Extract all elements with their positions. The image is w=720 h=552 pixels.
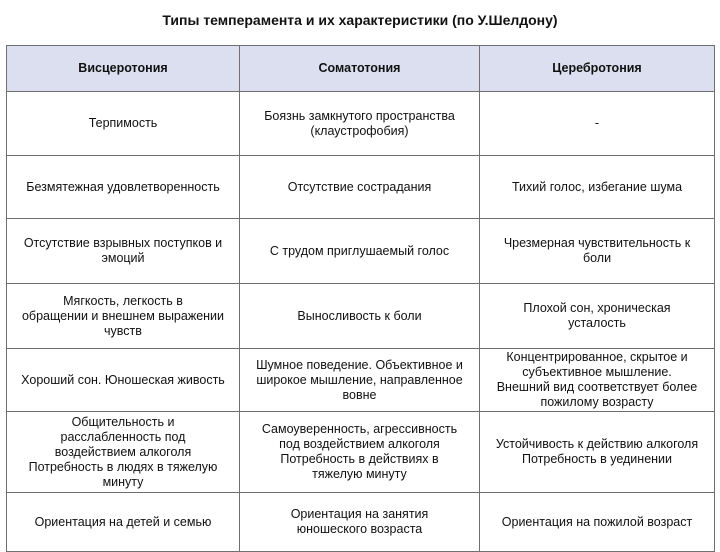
temperament-table [6,45,715,552]
table-cell: Отсутствие взрывных поступков и эмоций [7,219,240,284]
table-cell: - [480,92,715,156]
table-cell: Самоуверенность, агрессивность под воздействием алкоголя Потребность в действиях в тяжелую минуту [240,412,480,493]
table-cell: Чрезмерная чувствительность к боли [480,219,715,284]
table-header-row [7,46,715,92]
table-row [7,219,715,284]
header-cell: Висцеротония [7,46,240,92]
table-cell: Плохой сон, хроническая усталость [480,284,715,349]
table-cell: Тихий голос, избегание шума [480,156,715,219]
table-row [7,92,715,156]
table-cell: Хороший сон. Юношеская живость [7,349,240,412]
table-cell: Мягкость, легкость в обращении и внешнем выражении чувств [7,284,240,349]
page-title: Типы темперамента и их характеристики (по У.Шелдону) [162,12,558,28]
table-row [7,156,715,219]
table-row [7,284,715,349]
table-cell: С трудом приглушаемый голос [240,219,480,284]
table-cell: Концентрированное, скрытое и субъективное мышление. Внешний вид соответствует более пожилому возрасту [480,349,715,412]
table-cell: Безмятежная удовлетворенность [7,156,240,219]
header-cell: Церебротония [480,46,715,92]
table-row [7,412,715,493]
table-cell: Выносливость к боли [240,284,480,349]
header-cell: Соматотония [240,46,480,92]
table-cell: Устойчивость к действию алкоголя Потребность в уединении [480,412,715,493]
table-cell: Отсутствие сострадания [240,156,480,219]
table-cell: Общительность и расслабленность под воздействием алкоголя Потребность в людях в тяжелую минуту [7,412,240,493]
table-cell: Шумное поведение. Объективное и широкое мышление, направленное вовне [240,349,480,412]
table-cell: Терпимость [7,92,240,156]
table-cell: Боязнь замкнутого пространства (клаустрофобия) [240,92,480,156]
table-cell: Ориентация на детей и семью [7,493,240,552]
table-row [7,349,715,412]
table-cell: Ориентация на занятия юношеского возраста [240,493,480,552]
table-row [7,493,715,552]
table-cell: Ориентация на пожилой возраст [480,493,715,552]
